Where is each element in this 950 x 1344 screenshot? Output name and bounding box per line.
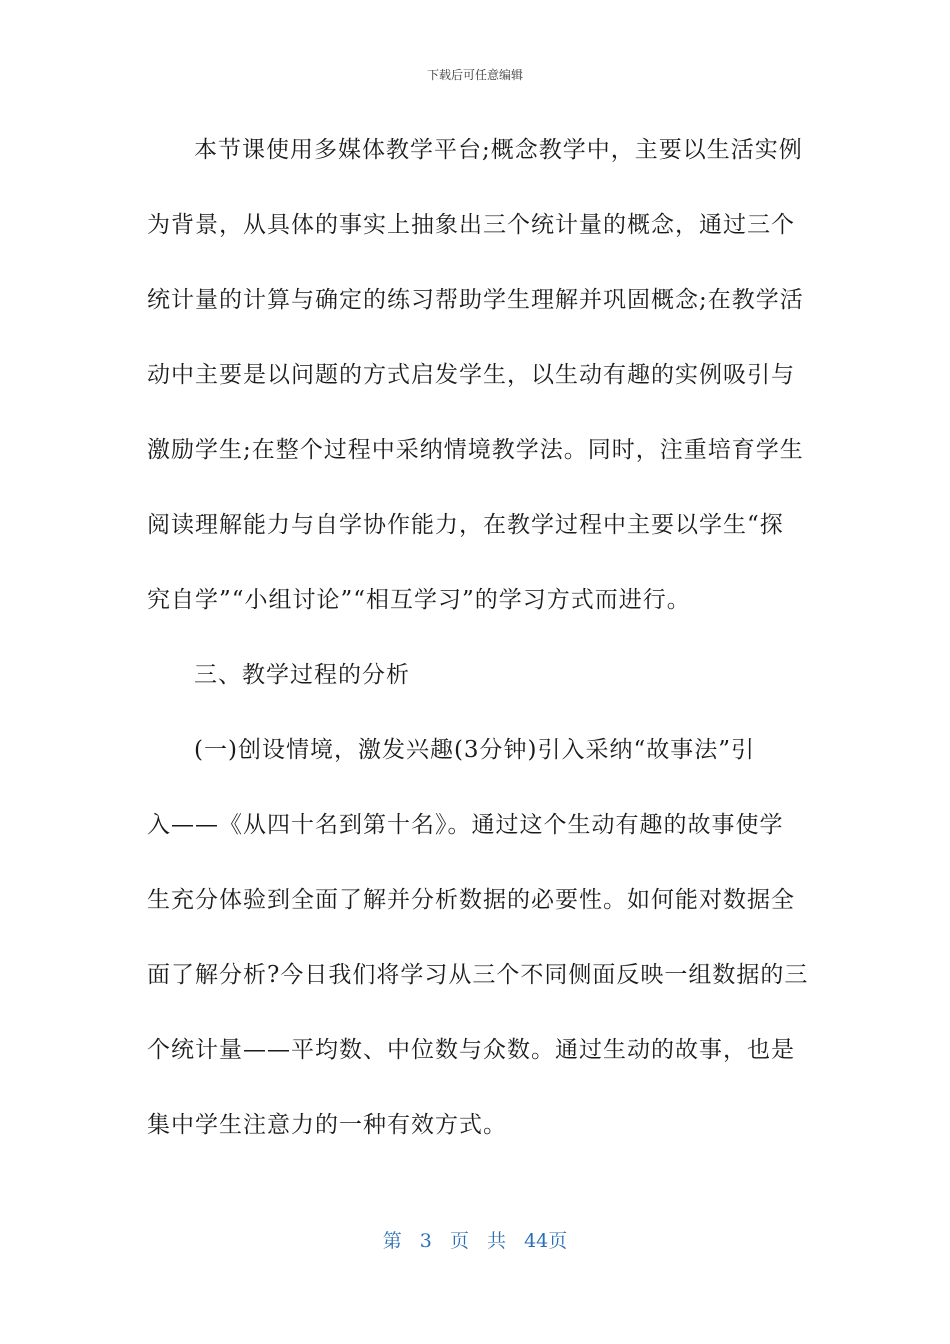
text-line: 入——《从四十名到第十名》。通过这个生动有趣的故事使学 (147, 812, 784, 838)
text-line: 集中学生注意力的一种有效方式。 (147, 1112, 507, 1138)
text-line: 本节课使用多媒体教学平台;概念教学中，主要以生活实例 (194, 137, 803, 163)
page-total: 44页 (524, 1230, 568, 1252)
section-title: 三、教学过程的分析 (194, 662, 410, 688)
text-line: (一)创设情境，激发兴趣(3分钟)引入采纳“故事法”引 (194, 737, 756, 763)
page-label-pre: 第 (382, 1230, 402, 1252)
text-line: 统计量的计算与确定的练习帮助学生理解并巩固概念;在教学活 (147, 287, 804, 313)
page-header: 下载后可任意编辑 (426, 68, 523, 82)
text-line: 面了解分析?今日我们将学习从三个不同侧面反映一组数据的三 (147, 962, 809, 988)
text-line: 个统计量——平均数、中位数与众数。通过生动的故事，也是 (147, 1037, 795, 1063)
text-line: 激励学生;在整个过程中采纳情境教学法。同时，注重培育学生 (147, 437, 804, 463)
text-line: 阅读理解能力与自学协作能力，在教学过程中主要以学生“探 (147, 512, 784, 538)
text-line: 为背景，从具体的事实上抽象出三个统计量的概念，通过三个 (147, 212, 795, 238)
page-current: 3 (419, 1230, 432, 1252)
page-label-total: 共 (487, 1230, 507, 1252)
text-line: 究自学”“小组讨论”“相互学习”的学习方式而进行。 (147, 587, 691, 613)
text-line: 生充分体验到全面了解并分析数据的必要性。如何能对数据全 (147, 887, 795, 913)
text-line: 动中主要是以问题的方式启发学生，以生动有趣的实例吸引与 (147, 362, 795, 388)
page-number (0, 1226, 950, 1253)
page-label-mid: 页 (449, 1230, 469, 1252)
